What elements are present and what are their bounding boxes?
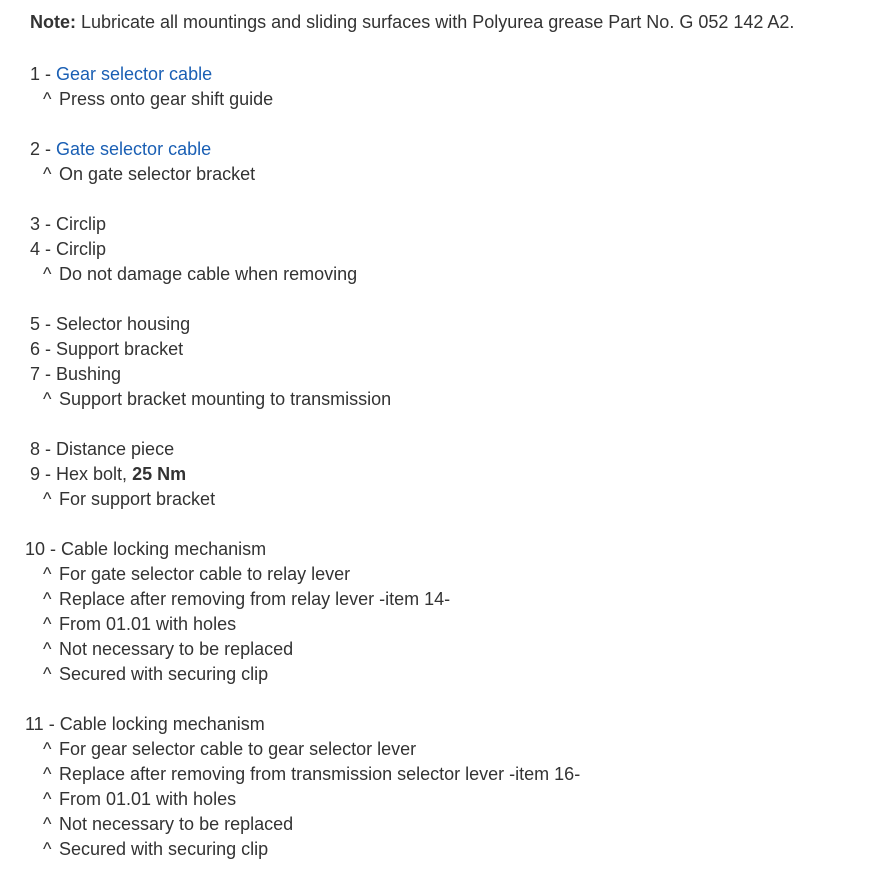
caret-bullet: ^ — [43, 764, 52, 784]
caret-bullet: ^ — [43, 739, 52, 759]
part-item — [0, 537, 878, 562]
part-number: 2 — [30, 139, 41, 159]
part-number: 8 — [30, 439, 41, 459]
part-note-text: From 01.01 with holes — [59, 789, 237, 809]
caret-bullet: ^ — [43, 789, 52, 809]
part-note — [0, 87, 878, 112]
part-separator: - — [40, 214, 57, 234]
part-note — [0, 762, 878, 787]
part-number: 4 — [30, 239, 41, 259]
part-item — [0, 462, 878, 487]
part-item — [0, 362, 878, 387]
part-item — [0, 312, 878, 337]
part-number: 10 — [25, 539, 46, 559]
part-item — [0, 137, 878, 162]
part-name: Hex bolt, — [56, 464, 133, 484]
part-note-text: Secured with securing clip — [59, 839, 269, 859]
part-note — [0, 662, 878, 687]
part-note — [0, 387, 878, 412]
part-number: 3 — [30, 214, 41, 234]
note-label: Note: — [30, 12, 76, 32]
parts-group — [0, 62, 878, 112]
part-name: Cable locking mechanism — [59, 714, 265, 734]
parts-group — [0, 137, 878, 187]
part-note-text: For support bracket — [59, 489, 216, 509]
part-separator: - — [40, 439, 57, 459]
part-note-text: Support bracket mounting to transmission — [59, 389, 392, 409]
part-name: Selector housing — [56, 314, 191, 334]
caret-bullet: ^ — [43, 264, 52, 284]
parts-group — [0, 212, 878, 287]
part-note — [0, 812, 878, 837]
part-separator: - — [40, 364, 57, 384]
part-separator: - — [40, 64, 57, 84]
caret-bullet: ^ — [43, 664, 52, 684]
part-note — [0, 837, 878, 862]
part-separator: - — [40, 314, 57, 334]
part-item — [0, 62, 878, 87]
part-name-link[interactable]: Gate selector cable — [56, 139, 212, 159]
part-number: 9 — [30, 464, 41, 484]
part-number: 11 — [25, 714, 44, 734]
part-name-link[interactable]: Gear selector cable — [56, 64, 213, 84]
caret-bullet: ^ — [43, 614, 52, 634]
part-separator: - — [43, 714, 60, 734]
part-number: 7 — [30, 364, 41, 384]
caret-bullet: ^ — [43, 814, 52, 834]
part-name: Circlip — [56, 239, 107, 259]
part-name: Cable locking mechanism — [61, 539, 267, 559]
torque-value: 25 Nm — [132, 464, 187, 484]
part-item — [0, 337, 878, 362]
part-note — [0, 262, 878, 287]
part-number: 5 — [30, 314, 41, 334]
caret-bullet: ^ — [43, 389, 52, 409]
part-note — [0, 612, 878, 637]
part-note — [0, 787, 878, 812]
parts-group — [0, 312, 878, 412]
part-separator: - — [40, 139, 57, 159]
parts-list — [0, 62, 878, 887]
part-item — [0, 237, 878, 262]
parts-group — [0, 537, 878, 687]
part-note-text: For gear selector cable to gear selector lever — [59, 739, 417, 759]
part-number: 1 — [30, 64, 41, 84]
part-note-text: Replace after removing from relay lever -item 14- — [59, 589, 451, 609]
part-note-text: Press onto gear shift guide — [59, 89, 274, 109]
part-note-text: From 01.01 with holes — [59, 614, 237, 634]
part-name: Bushing — [56, 364, 122, 384]
part-note — [0, 637, 878, 662]
part-number: 6 — [30, 339, 41, 359]
caret-bullet: ^ — [43, 839, 52, 859]
part-name: Support bracket — [56, 339, 184, 359]
caret-bullet: ^ — [43, 639, 52, 659]
part-note-text: On gate selector bracket — [59, 164, 256, 184]
part-note-text: Do not damage cable when removing — [59, 264, 358, 284]
part-note-text: For gate selector cable to relay lever — [59, 564, 351, 584]
caret-bullet: ^ — [43, 489, 52, 509]
part-note — [0, 162, 878, 187]
part-note — [0, 562, 878, 587]
caret-bullet: ^ — [43, 564, 52, 584]
part-item — [0, 212, 878, 237]
part-note — [0, 587, 878, 612]
part-note — [0, 737, 878, 762]
note-text: Lubricate all mountings and sliding surfaces with Polyurea grease Part No. G 052 142 A2. — [76, 12, 795, 32]
part-name: Circlip — [56, 214, 107, 234]
part-item — [0, 712, 878, 737]
parts-group — [0, 437, 878, 512]
part-separator: - — [45, 539, 62, 559]
part-item — [0, 437, 878, 462]
caret-bullet: ^ — [43, 589, 52, 609]
parts-group — [0, 712, 878, 862]
part-note-text: Not necessary to be replaced — [59, 639, 294, 659]
part-note-text: Secured with securing clip — [59, 664, 269, 684]
part-separator: - — [40, 239, 57, 259]
part-note-text: Not necessary to be replaced — [59, 814, 294, 834]
caret-bullet: ^ — [43, 164, 52, 184]
part-separator: - — [40, 339, 57, 359]
note-paragraph — [30, 12, 794, 33]
part-note-text: Replace after removing from transmission selector lever -item 16- — [59, 764, 581, 784]
part-name: Distance piece — [56, 439, 175, 459]
part-separator: - — [40, 464, 57, 484]
caret-bullet: ^ — [43, 89, 52, 109]
part-note — [0, 487, 878, 512]
